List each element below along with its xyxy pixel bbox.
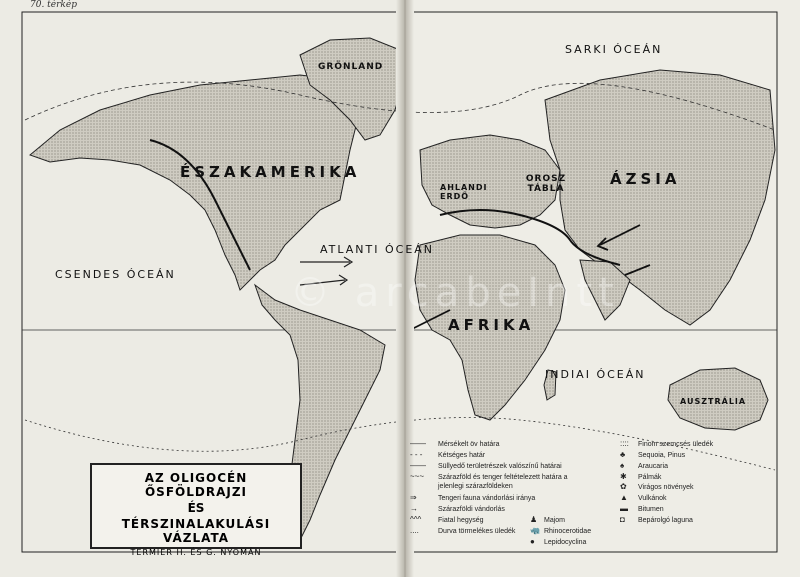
legend-item: ● Lepidocyclina [530, 537, 587, 546]
legend-item: jelenlegi szárazföldeken [438, 483, 513, 490]
page-number: 70. térkép [30, 0, 77, 10]
title-attribution: TERMIER H. ÉS G. NYOMÁN [130, 548, 262, 557]
legend-item: —— Mérsékelt öv határa [410, 439, 500, 448]
watermark: © arcabeIntt [290, 270, 620, 316]
legend-item: ~~~ Szárazföld és tenger feltételezett határa a [410, 472, 568, 481]
legend-item: ▲ Vulkánok [620, 493, 667, 502]
legend-item: .... Durva törmelékes üledék [410, 526, 516, 535]
title-line-2: ÉS [187, 501, 205, 515]
legend-item: ✱ Pálmák [620, 472, 662, 481]
map-title-box [90, 463, 302, 557]
title-line-1: AZ OLIGOCÉN ŐSFÖLDRAJZI [144, 471, 248, 499]
legend-item: ◘ Bepárolgó laguna [620, 515, 693, 524]
legend-item: ^^^ Fiatal hegység [410, 515, 484, 524]
legend-item: → Szárazföldi vándorlás [410, 504, 505, 513]
label-arctic-ocean: SARKI ÓCEÁN [565, 43, 663, 56]
legend-item: ▬ Bitumen [620, 504, 664, 513]
label-greenland: GRÖNLAND [318, 62, 384, 72]
label-pacific-ocean: CSENDES ÓCEÁN [55, 268, 176, 281]
legend-item: 🦏 Rhinocerotidae [530, 526, 592, 535]
label-russian-platform: OROSZ TÁBLA [525, 174, 567, 194]
legend-item: ♟ Majom [530, 515, 566, 524]
label-asia: ÁZSIA [610, 170, 681, 188]
label-africa: AFRIKA [448, 316, 535, 334]
legend-item: ✿ Virágos növények [620, 482, 694, 491]
label-atlantic-ocean: ATLANTI ÓCEÁN [320, 243, 435, 256]
map-legend [410, 440, 785, 552]
legend-item: ♠ Araucaria [620, 461, 668, 470]
label-north-america: ÉSZAKAMERIKA [180, 163, 361, 181]
legend-item: :::: Finom szemcsés üledék [620, 439, 714, 448]
label-indian-ocean: INDIAI ÓCEÁN [545, 368, 646, 381]
title-line-3: TÉRSZINALAKULÁSI VÁZLATA [121, 517, 271, 545]
north-america-landmass [30, 75, 360, 290]
label-australia: AUSZTRÁLIA [680, 397, 747, 406]
legend-item: ⇒ Tengeri fauna vándorlási iránya [410, 493, 536, 502]
legend-item: - - - Kétséges határ [410, 450, 486, 459]
label-ahland-forest: AHLANDI ERDŐ [440, 183, 488, 201]
legend-item: ♣ Sequoia, Pinus [620, 450, 686, 459]
legend-item: —— Süllyedő területrészek valószínű határai [410, 461, 562, 470]
